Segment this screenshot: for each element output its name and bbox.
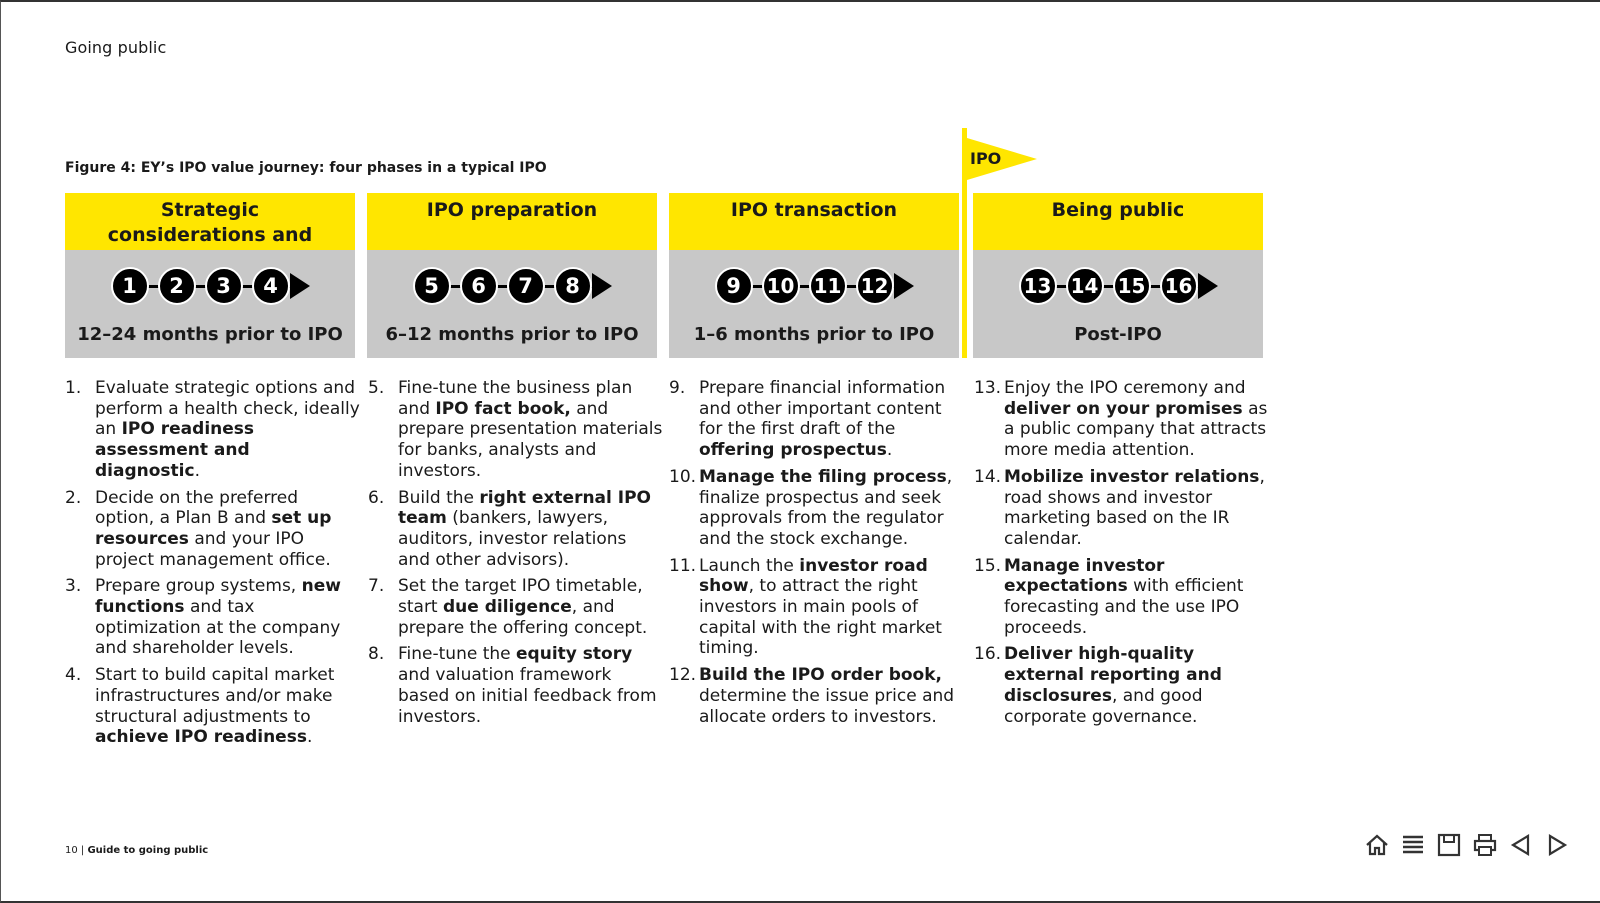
item-text-run: and prepare presentation materials for banks, analysts and investors. (398, 398, 663, 481)
list-item (65, 378, 360, 482)
next-icon[interactable] (1544, 832, 1570, 858)
list-item (368, 576, 663, 638)
item-text (95, 488, 331, 570)
item-text (1004, 556, 1243, 638)
arrow-right-icon (1198, 273, 1218, 299)
item-text-bold: deliver on your promises (1004, 398, 1243, 419)
item-text-bold: Manage the filing process (699, 466, 947, 487)
list-item (65, 488, 360, 571)
item-text-run: . (886, 440, 893, 461)
phase-steps (367, 267, 657, 305)
page-number: 10 (65, 845, 78, 856)
figure-caption: Figure 4: EY’s IPO value journey: four phases in a typical IPO (65, 160, 547, 176)
item-text-run: determine the issue price and allocate orders to investors. (699, 685, 955, 727)
item-text-run: Prepare group systems, (95, 576, 302, 597)
home-icon[interactable] (1364, 832, 1390, 858)
item-text-run: and valuation framework based on initial feedback from investors. (398, 665, 657, 727)
step-circle: 7 (507, 267, 545, 305)
item-text-run: with efficient forecasting and the use IPO proceeds. (1004, 576, 1244, 638)
step-circle: 10 (762, 267, 800, 305)
arrow-right-icon (894, 273, 914, 299)
step-list-column (669, 378, 964, 733)
item-number: 9. (669, 378, 686, 398)
item-text-run: Prepare financial information and other important content for the first draft of the (699, 378, 946, 440)
item-text-bold: Manage investor expectations (1004, 555, 1165, 597)
step-circle: 13 (1019, 267, 1057, 305)
item-text (1004, 467, 1265, 549)
step-circle: 6 (460, 267, 498, 305)
list-item (974, 467, 1269, 550)
item-number: 10. (669, 466, 697, 487)
list-item (65, 665, 360, 748)
phase-body (669, 250, 959, 358)
arrow-right-icon (592, 273, 612, 299)
item-text (398, 488, 651, 570)
step-circle: 15 (1113, 267, 1151, 305)
phase-timing: 1–6 months prior to IPO (693, 324, 935, 345)
item-number: 16. (974, 644, 1002, 665)
item-text-run: , and good corporate governance. (1004, 685, 1203, 727)
phase-body (367, 250, 657, 358)
page-navigation (1364, 832, 1570, 858)
contents-icon[interactable] (1400, 832, 1426, 858)
item-text-run: Enjoy the IPO ceremony and (1004, 378, 1246, 398)
list-item (669, 665, 964, 727)
item-text-run: Start to build capital market infrastructures and/or make structural adjustments to (95, 665, 335, 727)
item-text-run: Launch the (699, 555, 800, 576)
step-circle: 8 (554, 267, 592, 305)
item-number: 12. (669, 665, 697, 686)
item-text-run: . (194, 460, 200, 481)
step-circle: 9 (715, 267, 753, 305)
item-text-bold: Mobilize investor relations (1004, 466, 1260, 487)
item-text-bold: Deliver high-quality external reporting and disclosures (1004, 644, 1222, 706)
item-text-run: Build the (398, 487, 480, 508)
item-text-run: . (306, 727, 313, 748)
previous-icon[interactable] (1508, 832, 1534, 858)
item-text-bold: achieve IPO readiness (95, 727, 307, 748)
item-number: 6. (368, 487, 385, 508)
item-text (699, 665, 954, 726)
print-icon[interactable] (1472, 832, 1498, 858)
item-text (699, 467, 952, 549)
item-text-run: as a public company that attracts more media attention. (1004, 398, 1268, 461)
step-list-column (974, 378, 1269, 733)
item-text (1004, 644, 1222, 726)
item-text-bold: right external IPO team (398, 487, 652, 529)
footer-separator: | (77, 845, 88, 856)
arrow-right-icon (290, 273, 310, 299)
step-circle: 12 (856, 267, 894, 305)
item-number: 5. (368, 378, 385, 398)
list-item (65, 576, 360, 659)
phase-title: Being public (973, 193, 1263, 250)
item-text-run: , to attract the right investors in main pools of capital with the right market timing. (699, 576, 942, 659)
phase-timing: 6–12 months prior to IPO (385, 324, 639, 345)
item-text (398, 378, 662, 481)
phase-steps (973, 267, 1263, 305)
item-number: 15. (974, 555, 1002, 576)
phase-body (973, 250, 1263, 358)
step-circle: 16 (1160, 267, 1198, 305)
save-icon[interactable] (1436, 832, 1462, 858)
item-text-bold: set up resources (95, 508, 332, 549)
item-text-bold: new functions (95, 576, 341, 618)
step-circle: 14 (1066, 267, 1104, 305)
ipo-flag-label: IPO (970, 149, 1002, 168)
item-number: 11. (669, 555, 697, 576)
item-text-run: , and prepare the offering concept. (398, 597, 648, 638)
item-text-bold: IPO fact book, (435, 398, 571, 419)
list-item (974, 556, 1269, 639)
item-number: 8. (368, 644, 385, 665)
item-text (699, 378, 945, 460)
phase-box (973, 193, 1263, 358)
item-number: 7. (368, 576, 385, 597)
item-text-bold: offering prospectus (699, 440, 887, 461)
document-title: Guide to going public (87, 845, 209, 856)
page-footer (65, 845, 208, 856)
item-text-run: , finalize prospectus and seek approvals from the regulator and the stock exchange. (699, 466, 953, 549)
item-text-bold: IPO readiness assessment and diagnostic (95, 419, 255, 481)
item-text-run: Fine-tune the (398, 644, 517, 665)
item-text (398, 644, 657, 726)
phase-title: IPO preparation (367, 193, 657, 250)
step-list-column (368, 378, 663, 733)
item-text (95, 378, 360, 481)
item-text-run: , road shows and investor marketing based on the IR calendar. (1004, 466, 1265, 549)
list-item (368, 644, 663, 727)
phase-box (669, 193, 959, 358)
step-circle: 3 (205, 267, 243, 305)
section-title: Going public (65, 38, 167, 57)
item-text-run: and tax optimization at the company and shareholder levels. (95, 597, 341, 659)
list-item (974, 644, 1269, 727)
phase-timing: 12–24 months prior to IPO (77, 324, 343, 345)
step-list-column (65, 378, 360, 754)
phase-title: Strategic considerations and (65, 193, 355, 250)
item-number: 14. (974, 466, 1002, 487)
item-text (398, 576, 647, 637)
phase-box (65, 193, 355, 358)
list-item (669, 467, 964, 550)
item-number: 3. (65, 576, 82, 597)
list-item (669, 556, 964, 660)
item-text (95, 665, 334, 747)
item-number: 2. (65, 487, 82, 508)
item-text-bold: equity story (516, 644, 633, 665)
list-item (368, 378, 663, 482)
item-text-run: Decide on the preferred option, a Plan B and (95, 487, 299, 529)
item-text (95, 576, 341, 658)
item-number: 1. (65, 378, 82, 398)
list-item (368, 488, 663, 571)
phase-box (367, 193, 657, 358)
item-text-run: and your IPO project management office. (95, 528, 331, 570)
step-circle: 11 (809, 267, 847, 305)
item-text-run: Evaluate strategic options and perform a health check, ideally an (95, 378, 360, 440)
phase-body (65, 250, 355, 358)
item-text-run: Set the target IPO timetable, start (398, 576, 643, 618)
phase-steps (669, 267, 959, 305)
item-text-run: Fine-tune the business plan and (398, 378, 633, 419)
list-item (974, 378, 1269, 461)
step-circle: 1 (111, 267, 149, 305)
step-circle: 5 (413, 267, 451, 305)
item-text-bold: investor road show (699, 555, 928, 597)
step-circle: 2 (158, 267, 196, 305)
step-circle: 4 (252, 267, 290, 305)
item-text-bold: Build the IPO order book, (699, 665, 942, 686)
item-text (1004, 378, 1267, 460)
item-text (699, 556, 942, 659)
item-text-run: (bankers, lawyers, auditors, investor relations and other advisors). (398, 508, 627, 570)
item-text-bold: due diligence (443, 597, 572, 618)
item-number: 4. (65, 665, 82, 686)
phase-steps (65, 267, 355, 305)
item-number: 13. (974, 378, 1002, 398)
phase-timing: Post-IPO (1074, 324, 1162, 345)
phase-title: IPO transaction (669, 193, 959, 250)
list-item (669, 378, 964, 461)
